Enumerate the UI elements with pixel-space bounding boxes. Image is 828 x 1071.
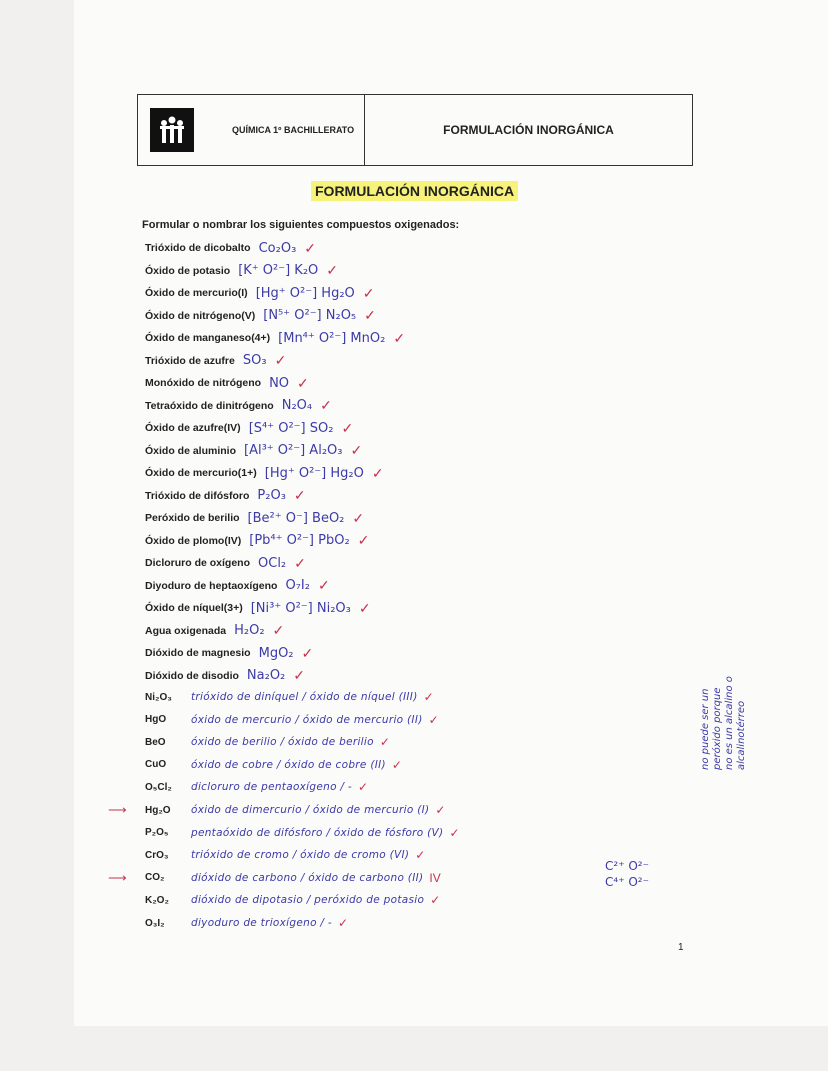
check-mark-icon: ✓ bbox=[352, 509, 365, 526]
check-mark-icon: ✓ bbox=[338, 916, 349, 930]
check-mark-icon: ✓ bbox=[274, 352, 287, 368]
check-mark-icon: ✓ bbox=[428, 712, 439, 727]
check-mark-icon: ✓ bbox=[293, 667, 306, 683]
check-mark-icon: ✓ bbox=[301, 644, 314, 661]
list-item bbox=[145, 666, 305, 686]
list-item bbox=[145, 845, 425, 865]
compound-name: Dicloruro de oxígeno bbox=[145, 557, 251, 569]
compound-name: Óxido de níquel(3+) bbox=[145, 602, 243, 614]
list-item bbox=[145, 238, 316, 258]
header-left-cell bbox=[138, 95, 365, 165]
document-title: FORMULACIÓN INORGÁNICA bbox=[311, 181, 518, 201]
compound-name: Diyoduro de heptaoxígeno bbox=[145, 579, 278, 592]
ion-note-line: C²⁺ O²⁻ bbox=[605, 859, 649, 873]
list-item bbox=[145, 913, 348, 933]
compound-name: Monóxido de nitrógeno bbox=[145, 377, 262, 389]
compound-formula: HgO bbox=[145, 714, 167, 726]
check-mark-icon: ✓ bbox=[293, 487, 306, 503]
compound-name: Agua oxigenada bbox=[145, 624, 227, 637]
check-mark-icon: ✓ bbox=[430, 893, 441, 908]
handwritten-answer: [S⁴⁺ O²⁻] SO₂ bbox=[248, 420, 334, 436]
compound-name: Óxido de mercurio(I) bbox=[145, 287, 248, 299]
handwritten-answer: trióxido de diníquel / óxido de níquel (III) bbox=[191, 691, 418, 703]
compound-name: Dióxido de magnesio bbox=[145, 647, 251, 659]
list-item bbox=[145, 823, 460, 843]
check-mark-icon: ✓ bbox=[358, 780, 369, 795]
instructions: Formular o nombrar los siguientes compuestos oxigenados: bbox=[142, 219, 460, 231]
compound-name: Óxido de azufre(IV) bbox=[145, 422, 241, 434]
handwritten-answer: dicloruro de pentaoxígeno / - bbox=[191, 781, 353, 794]
handwritten-answer: [Pb⁴⁺ O²⁻] PbO₂ bbox=[249, 533, 350, 548]
school-logo-icon bbox=[150, 108, 194, 152]
list-item bbox=[145, 890, 440, 910]
compound-name: Peróxido de berilio bbox=[145, 512, 240, 524]
arrow-icon: ⟶ bbox=[108, 870, 127, 885]
handwritten-answer: [N⁵⁺ O²⁻] N₂O₅ bbox=[263, 308, 357, 323]
compound-formula: Ni₂O₃ bbox=[145, 691, 172, 703]
compound-formula: BeO bbox=[145, 736, 166, 748]
handwritten-answer: O₇I₂ bbox=[285, 578, 310, 593]
handwritten-answer: N₂O₄ bbox=[281, 398, 313, 413]
compound-name: Óxido de potasio bbox=[145, 264, 231, 277]
compound-name: Trióxido de difósforo bbox=[145, 489, 250, 502]
check-mark-icon: IV bbox=[429, 870, 441, 885]
handwritten-answer: MgO₂ bbox=[258, 645, 294, 661]
handwritten-answer: pentaóxido de difósforo / óxido de fósforo (V) bbox=[191, 826, 444, 839]
compound-name: Óxido de manganeso(4+) bbox=[145, 332, 271, 344]
page-number: 1 bbox=[678, 942, 684, 953]
handwritten-answer: H₂O₂ bbox=[234, 623, 265, 638]
compound-name: Óxido de mercurio(1+) bbox=[145, 467, 257, 479]
list-item bbox=[145, 755, 402, 775]
list-item bbox=[145, 621, 284, 641]
compound-name: Óxido de nitrógeno(V) bbox=[145, 309, 256, 322]
compound-name: Óxido de plomo(IV) bbox=[145, 534, 242, 547]
list-item bbox=[145, 486, 306, 506]
check-mark-icon: ✓ bbox=[341, 419, 354, 436]
side-note-line: no puede ser un bbox=[700, 688, 711, 770]
check-mark-icon: ✓ bbox=[357, 532, 370, 548]
handwritten-answer: SO₃ bbox=[242, 353, 267, 368]
compound-formula: P₂O₅ bbox=[145, 827, 169, 839]
list-item bbox=[145, 553, 306, 573]
header-title: FORMULACIÓN INORGÁNICA bbox=[443, 123, 614, 137]
handwritten-answer: óxido de dimercurio / óxido de mercurio (I) bbox=[191, 804, 430, 816]
compound-name: Trióxido de dicobalto bbox=[145, 242, 251, 254]
compound-formula: CrO₃ bbox=[145, 849, 169, 861]
handwritten-answer: [Al³⁺ O²⁻] Al₂O₃ bbox=[244, 443, 343, 458]
list-item bbox=[145, 643, 313, 663]
handwritten-answer: [Hg⁺ O²⁻] Hg₂O bbox=[255, 285, 355, 301]
list-item bbox=[145, 598, 371, 618]
check-mark-icon: ✓ bbox=[350, 442, 363, 458]
handwritten-answer: Na₂O₂ bbox=[246, 668, 286, 683]
compound-name: Trióxido de azufre bbox=[145, 354, 235, 367]
list-item bbox=[145, 687, 434, 707]
list-item bbox=[145, 800, 445, 820]
compound-formula: K₂O₂ bbox=[145, 894, 169, 906]
handwritten-answer: P₂O₃ bbox=[257, 488, 286, 503]
compound-name: Dióxido de disodio bbox=[145, 669, 239, 682]
check-mark-icon: ✓ bbox=[362, 284, 375, 301]
arrow-icon: ⟶ bbox=[108, 802, 127, 817]
ion-note bbox=[605, 858, 649, 890]
handwritten-answer: trióxido de cromo / óxido de cromo (VI) bbox=[191, 849, 410, 862]
handwritten-answer: [Mn⁴⁺ O²⁻] MnO₂ bbox=[278, 330, 386, 346]
handwritten-answer: Co₂O₃ bbox=[258, 240, 297, 256]
list-item bbox=[145, 418, 353, 438]
handwritten-answer: OCl₂ bbox=[258, 555, 287, 571]
side-note bbox=[700, 676, 748, 770]
handwritten-answer: dióxido de dipotasio / peróxido de potasio bbox=[191, 894, 425, 907]
list-item bbox=[145, 868, 441, 888]
list-item bbox=[145, 328, 405, 348]
compound-name: Óxido de aluminio bbox=[145, 444, 237, 457]
list-item bbox=[145, 283, 375, 303]
handwritten-answer: [K⁺ O²⁻] K₂O bbox=[238, 263, 319, 278]
check-mark-icon: ✓ bbox=[297, 374, 309, 391]
check-mark-icon: ✓ bbox=[317, 577, 330, 593]
check-mark-icon: ✓ bbox=[364, 307, 376, 323]
handwritten-answer: [Ni³⁺ O²⁻] Ni₂O₃ bbox=[250, 600, 351, 616]
list-item bbox=[145, 710, 439, 730]
list-item bbox=[145, 396, 332, 416]
check-mark-icon: ✓ bbox=[379, 735, 390, 750]
check-mark-icon: ✓ bbox=[449, 825, 460, 840]
list-item bbox=[145, 508, 364, 528]
handwritten-answer: óxido de cobre / óxido de cobre (II) bbox=[191, 758, 386, 771]
handwritten-answer: [Hg⁺ O²⁻] Hg₂O bbox=[264, 465, 364, 481]
handwritten-answer: [Be²⁺ O⁻] BeO₂ bbox=[247, 510, 345, 526]
compound-formula: CuO bbox=[145, 759, 167, 771]
handwritten-answer: óxido de mercurio / óxido de mercurio (II) bbox=[191, 713, 423, 726]
handwritten-answer: NO bbox=[269, 375, 290, 391]
header-table bbox=[137, 94, 693, 166]
list-item bbox=[145, 351, 286, 371]
check-mark-icon: ✓ bbox=[304, 239, 317, 256]
list-item bbox=[145, 373, 309, 393]
handwritten-answer: óxido de berilio / óxido de berilio bbox=[191, 736, 374, 749]
compound-name: Tetraóxido de dinitrógeno bbox=[145, 399, 274, 412]
ion-note-line: C⁴⁺ O²⁻ bbox=[605, 875, 649, 889]
check-mark-icon: ✓ bbox=[423, 690, 434, 704]
list-item bbox=[145, 732, 390, 752]
check-mark-icon: ✓ bbox=[393, 329, 406, 346]
side-note-line: peróxido porque bbox=[712, 687, 723, 770]
check-mark-icon: ✓ bbox=[435, 803, 446, 817]
check-mark-icon: ✓ bbox=[358, 599, 371, 616]
list-item bbox=[145, 463, 384, 483]
check-mark-icon: ✓ bbox=[371, 464, 384, 481]
compound-formula: Hg₂O bbox=[145, 804, 171, 816]
list-item bbox=[145, 261, 338, 281]
check-mark-icon: ✓ bbox=[326, 262, 338, 278]
compound-formula: O₅Cl₂ bbox=[145, 781, 172, 793]
compound-formula: CO₂ bbox=[145, 872, 165, 884]
compound-formula: O₃I₂ bbox=[145, 917, 165, 929]
check-mark-icon: ✓ bbox=[294, 554, 306, 571]
handwritten-answer: diyoduro de trioxígeno / - bbox=[191, 917, 332, 929]
list-item bbox=[145, 441, 362, 461]
list-item bbox=[145, 576, 330, 596]
check-mark-icon: ✓ bbox=[391, 757, 402, 772]
check-mark-icon: ✓ bbox=[415, 848, 426, 863]
list-item bbox=[145, 531, 369, 551]
course-name: QUÍMICA 1º BACHILLERATO bbox=[232, 125, 355, 135]
side-note-line: alcalinotérreo bbox=[736, 700, 747, 770]
handwritten-answer: dióxido de carbono / óxido de carbono (II) bbox=[191, 871, 424, 884]
check-mark-icon: ✓ bbox=[272, 622, 285, 638]
check-mark-icon: ✓ bbox=[320, 397, 332, 413]
list-item bbox=[145, 306, 376, 326]
side-note-line: no es un alcalino o bbox=[724, 676, 735, 770]
list-item bbox=[145, 777, 368, 797]
